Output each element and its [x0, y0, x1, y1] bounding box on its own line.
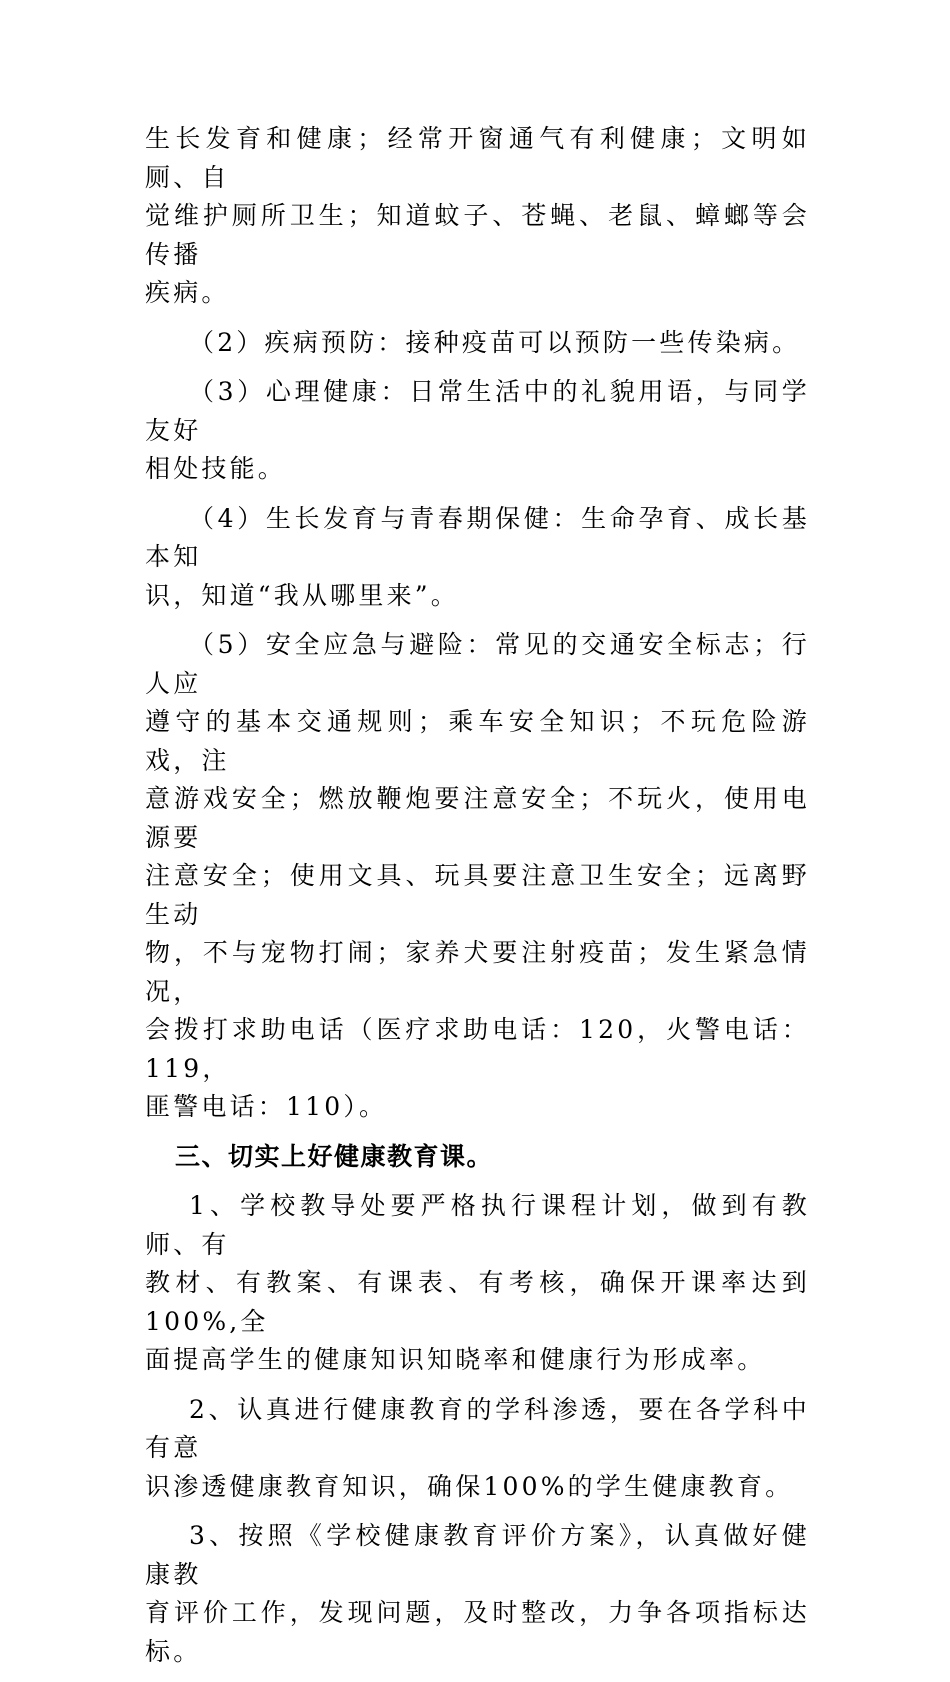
- text-line: 识，知道“我从哪里来”。: [145, 580, 459, 610]
- paragraph-hygiene-continued: [145, 120, 810, 313]
- paragraph-disease-prevention: [145, 324, 810, 363]
- text-line: 2、认真进行健康教育的学科渗透，要在各学科中有意: [145, 1394, 810, 1462]
- text-line: 会拨打求助电话（医疗求助电话：120，火警电话：119，: [145, 1015, 810, 1083]
- text-line: （2）疾病预防：接种疫苗可以预防一些传染病。: [189, 327, 801, 357]
- paragraph-growth-development: [145, 500, 810, 616]
- text-line: 觉维护厕所卫生；知道蚊子、苍蝇、老鼠、蟑螂等会传播: [145, 201, 810, 269]
- text-line: 相处技能。: [145, 454, 287, 483]
- text-line: 3、按照《学校健康教育评价方案》，认真做好健康教: [145, 1521, 810, 1589]
- text-line: 识渗透健康教育知识，确保100%的学生健康教育。: [145, 1471, 794, 1501]
- text-line: 生长发育和健康；经常开窗通气有利健康；文明如厕、自: [145, 124, 810, 192]
- text-line: 疾病。: [145, 278, 230, 307]
- item-evaluation: [145, 1517, 810, 1671]
- text-line: 匪警电话：110）。: [145, 1092, 388, 1121]
- text-line: （3）心理健康：日常生活中的礼貌用语，与同学友好: [145, 377, 810, 445]
- text-line: 意游戏安全；燃放鞭炮要注意安全；不玩火，使用电源要: [145, 784, 810, 852]
- text-line: 育评价工作，发现问题，及时整改，力争各项指标达标。: [145, 1598, 810, 1666]
- text-line: 1、学校教导处要严格执行课程计划，做到有教师、有: [145, 1191, 810, 1259]
- text-line: 遵守的基本交通规则；乘车安全知识；不玩危险游戏，注: [145, 707, 810, 775]
- text-line: （4）生长发育与青春期保健：生命孕育、成长基本知: [145, 503, 810, 571]
- paragraph-safety-emergency: [145, 626, 810, 1127]
- section-heading: 三、切实上好健康教育课。: [175, 1141, 494, 1171]
- item-curriculum-plan: [145, 1187, 810, 1380]
- text-line: 物，不与宠物打闹；家养犬要注射疫苗；发生紧急情况，: [145, 938, 810, 1006]
- document-page: [145, 120, 810, 1682]
- text-line: 教材、有教案、有课表、有考核，确保开课率达到100%,全: [145, 1268, 810, 1336]
- text-line: 注意安全；使用文具、玩具要注意卫生安全；远离野生动: [145, 861, 810, 929]
- text-line: 面提高学生的健康知识知晓率和健康行为形成率。: [145, 1345, 766, 1374]
- paragraph-mental-health: [145, 373, 810, 489]
- text-line: （5）安全应急与避险：常见的交通安全标志；行人应: [145, 630, 810, 698]
- item-subject-integration: [145, 1391, 810, 1507]
